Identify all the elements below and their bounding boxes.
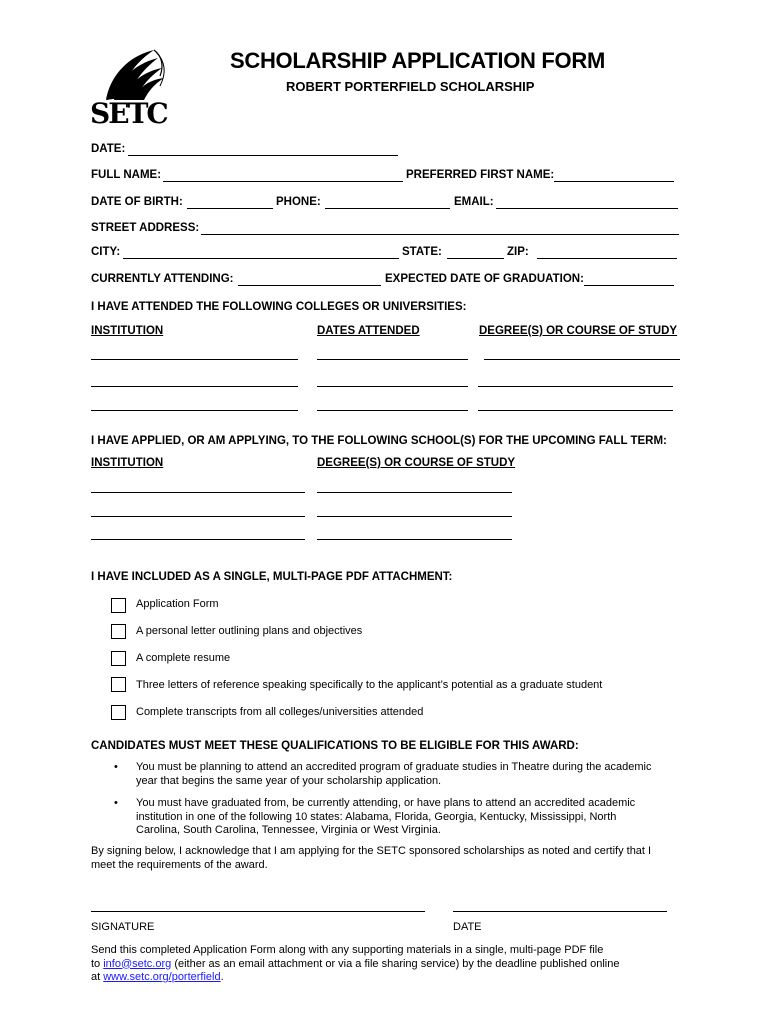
attended-col-dates: DATES ATTENDED bbox=[317, 325, 420, 337]
date-of-birth-input[interactable] bbox=[187, 208, 273, 209]
qualification-2-line2: institution in one of the following 10 states: Alabama, Florida, Georgia, Kentucky, Mississippi, North bbox=[136, 810, 617, 823]
signature-date-label: DATE bbox=[453, 921, 482, 933]
applying-heading: I HAVE APPLIED, OR AM APPLYING, TO THE FOLLOWING SCHOOL(S) FOR THE UPCOMING FALL TERM: bbox=[91, 435, 667, 447]
currently-attending-input[interactable] bbox=[238, 285, 381, 286]
street-address-label: STREET ADDRESS: bbox=[91, 222, 200, 234]
full-name-label: FULL NAME: bbox=[91, 169, 162, 181]
bullet-1: • bbox=[114, 761, 118, 773]
date-label: DATE: bbox=[91, 143, 126, 155]
acknowledgement-text bbox=[91, 845, 691, 872]
footer-line3-suffix: . bbox=[220, 971, 224, 983]
full-name-input[interactable] bbox=[163, 181, 403, 182]
setc-logo bbox=[84, 42, 174, 132]
footer-line2-suffix: (either as an email attachment or via a file sharing service) by the deadline published online bbox=[171, 957, 620, 970]
checkbox-personal-letter[interactable] bbox=[111, 624, 126, 639]
checklist-item-resume: A complete resume bbox=[136, 652, 231, 664]
phone-input[interactable] bbox=[325, 208, 450, 209]
qualification-2-line3: Carolina, South Carolina, Tennessee, Virginia or West Virginia. bbox=[136, 824, 441, 836]
checkbox-transcripts[interactable] bbox=[111, 705, 126, 720]
qualifications-heading: CANDIDATES MUST MEET THESE QUALIFICATIONS TO BE ELIGIBLE FOR THIS AWARD: bbox=[91, 740, 579, 752]
footer-line3-prefix: at bbox=[91, 971, 104, 983]
preferred-first-name-label: PREFERRED FIRST NAME: bbox=[406, 169, 555, 181]
signature-input[interactable] bbox=[91, 911, 425, 912]
footer-line1: Send this completed Application Form along with any supporting materials in a single, multi-page PDF file bbox=[91, 944, 604, 956]
signature-date-input[interactable] bbox=[453, 911, 667, 912]
acknowledgement-line1: By signing below, I acknowledge that I am applying for the SETC sponsored scholarships as noted and certify that I bbox=[91, 845, 652, 857]
expected-graduation-label: EXPECTED DATE OF GRADUATION: bbox=[385, 273, 584, 285]
applying-row2-institution[interactable] bbox=[91, 516, 305, 517]
attended-row2-institution[interactable] bbox=[91, 386, 298, 387]
date-of-birth-label: DATE OF BIRTH: bbox=[91, 196, 183, 208]
phone-label: PHONE: bbox=[276, 196, 321, 208]
attended-col-institution: INSTITUTION bbox=[91, 325, 164, 337]
date-input[interactable] bbox=[128, 155, 398, 156]
attended-row2-degree[interactable] bbox=[478, 386, 673, 387]
preferred-first-name-input[interactable] bbox=[554, 181, 674, 182]
footer-instructions bbox=[91, 944, 691, 985]
currently-attending-label: CURRENTLY ATTENDING: bbox=[91, 273, 234, 285]
state-label: STATE: bbox=[402, 246, 442, 258]
signature-label: SIGNATURE bbox=[91, 921, 155, 933]
logo-text: SETC bbox=[90, 97, 167, 130]
footer-line2 bbox=[91, 958, 691, 972]
attended-row2-dates[interactable] bbox=[317, 386, 468, 387]
attended-heading: I HAVE ATTENDED THE FOLLOWING COLLEGES OR UNIVERSITIES: bbox=[91, 301, 467, 313]
form-subtitle: ROBERT PORTERFIELD SCHOLARSHIP bbox=[286, 79, 535, 94]
checkbox-application-form[interactable] bbox=[111, 598, 126, 613]
email-link[interactable]: info@setc.org bbox=[103, 957, 172, 970]
expected-graduation-input[interactable] bbox=[584, 285, 674, 286]
state-input[interactable] bbox=[447, 258, 504, 259]
checklist-item-application-form: Application Form bbox=[136, 598, 219, 610]
checklist-item-personal-letter: A personal letter outlining plans and objectives bbox=[136, 625, 363, 637]
checklist-item-references: Three letters of reference speaking specifically to the applicant’s potential as a graduate student bbox=[136, 679, 603, 691]
city-input[interactable] bbox=[123, 258, 399, 259]
qualification-2-line1: You must have graduated from, be currently attending, or have plans to attend an accredited academic bbox=[136, 797, 636, 809]
city-label: CITY: bbox=[91, 246, 121, 258]
applying-col-degree: DEGREE(S) OR COURSE OF STUDY bbox=[317, 457, 516, 469]
email-label: EMAIL: bbox=[454, 196, 494, 208]
applying-row3-institution[interactable] bbox=[91, 539, 305, 540]
qualification-2 bbox=[136, 797, 696, 838]
zip-input[interactable] bbox=[537, 258, 677, 259]
checklist-item-transcripts: Complete transcripts from all colleges/universities attended bbox=[136, 706, 424, 718]
qualification-1-line1: You must be planning to attend an accredited program of graduate studies in Theatre during the academic bbox=[136, 761, 652, 773]
bullet-2: • bbox=[114, 797, 118, 809]
applying-row1-institution[interactable] bbox=[91, 492, 305, 493]
applying-row3-degree[interactable] bbox=[317, 539, 512, 540]
email-input[interactable] bbox=[496, 208, 678, 209]
footer-line2-prefix: to bbox=[91, 957, 104, 970]
applying-col-institution: INSTITUTION bbox=[91, 457, 164, 469]
attended-row1-degree[interactable] bbox=[484, 359, 680, 360]
footer-line3 bbox=[91, 971, 691, 985]
qualification-1-line2: year that begins the same year of your scholarship application. bbox=[136, 774, 442, 787]
zip-label: ZIP: bbox=[507, 246, 529, 258]
website-link[interactable]: www.setc.org/porterfield bbox=[103, 971, 221, 983]
street-address-input[interactable] bbox=[201, 234, 679, 235]
attended-row3-dates[interactable] bbox=[317, 410, 468, 411]
attended-col-degree: DEGREE(S) OR COURSE OF STUDY bbox=[479, 325, 678, 337]
attachments-heading: I HAVE INCLUDED AS A SINGLE, MULTI-PAGE PDF ATTACHMENT: bbox=[91, 571, 453, 583]
applying-row2-degree[interactable] bbox=[317, 516, 512, 517]
form-title: SCHOLARSHIP APPLICATION FORM bbox=[230, 48, 605, 73]
applying-row1-degree[interactable] bbox=[317, 492, 512, 493]
attended-row3-degree[interactable] bbox=[478, 410, 673, 411]
acknowledgement-line2: meet the requirements of the award. bbox=[91, 858, 268, 871]
attended-row3-institution[interactable] bbox=[91, 410, 298, 411]
attended-row1-dates[interactable] bbox=[317, 359, 468, 360]
qualification-1 bbox=[136, 761, 696, 788]
checkbox-resume[interactable] bbox=[111, 651, 126, 666]
attended-row1-institution[interactable] bbox=[91, 359, 298, 360]
checkbox-references[interactable] bbox=[111, 677, 126, 692]
